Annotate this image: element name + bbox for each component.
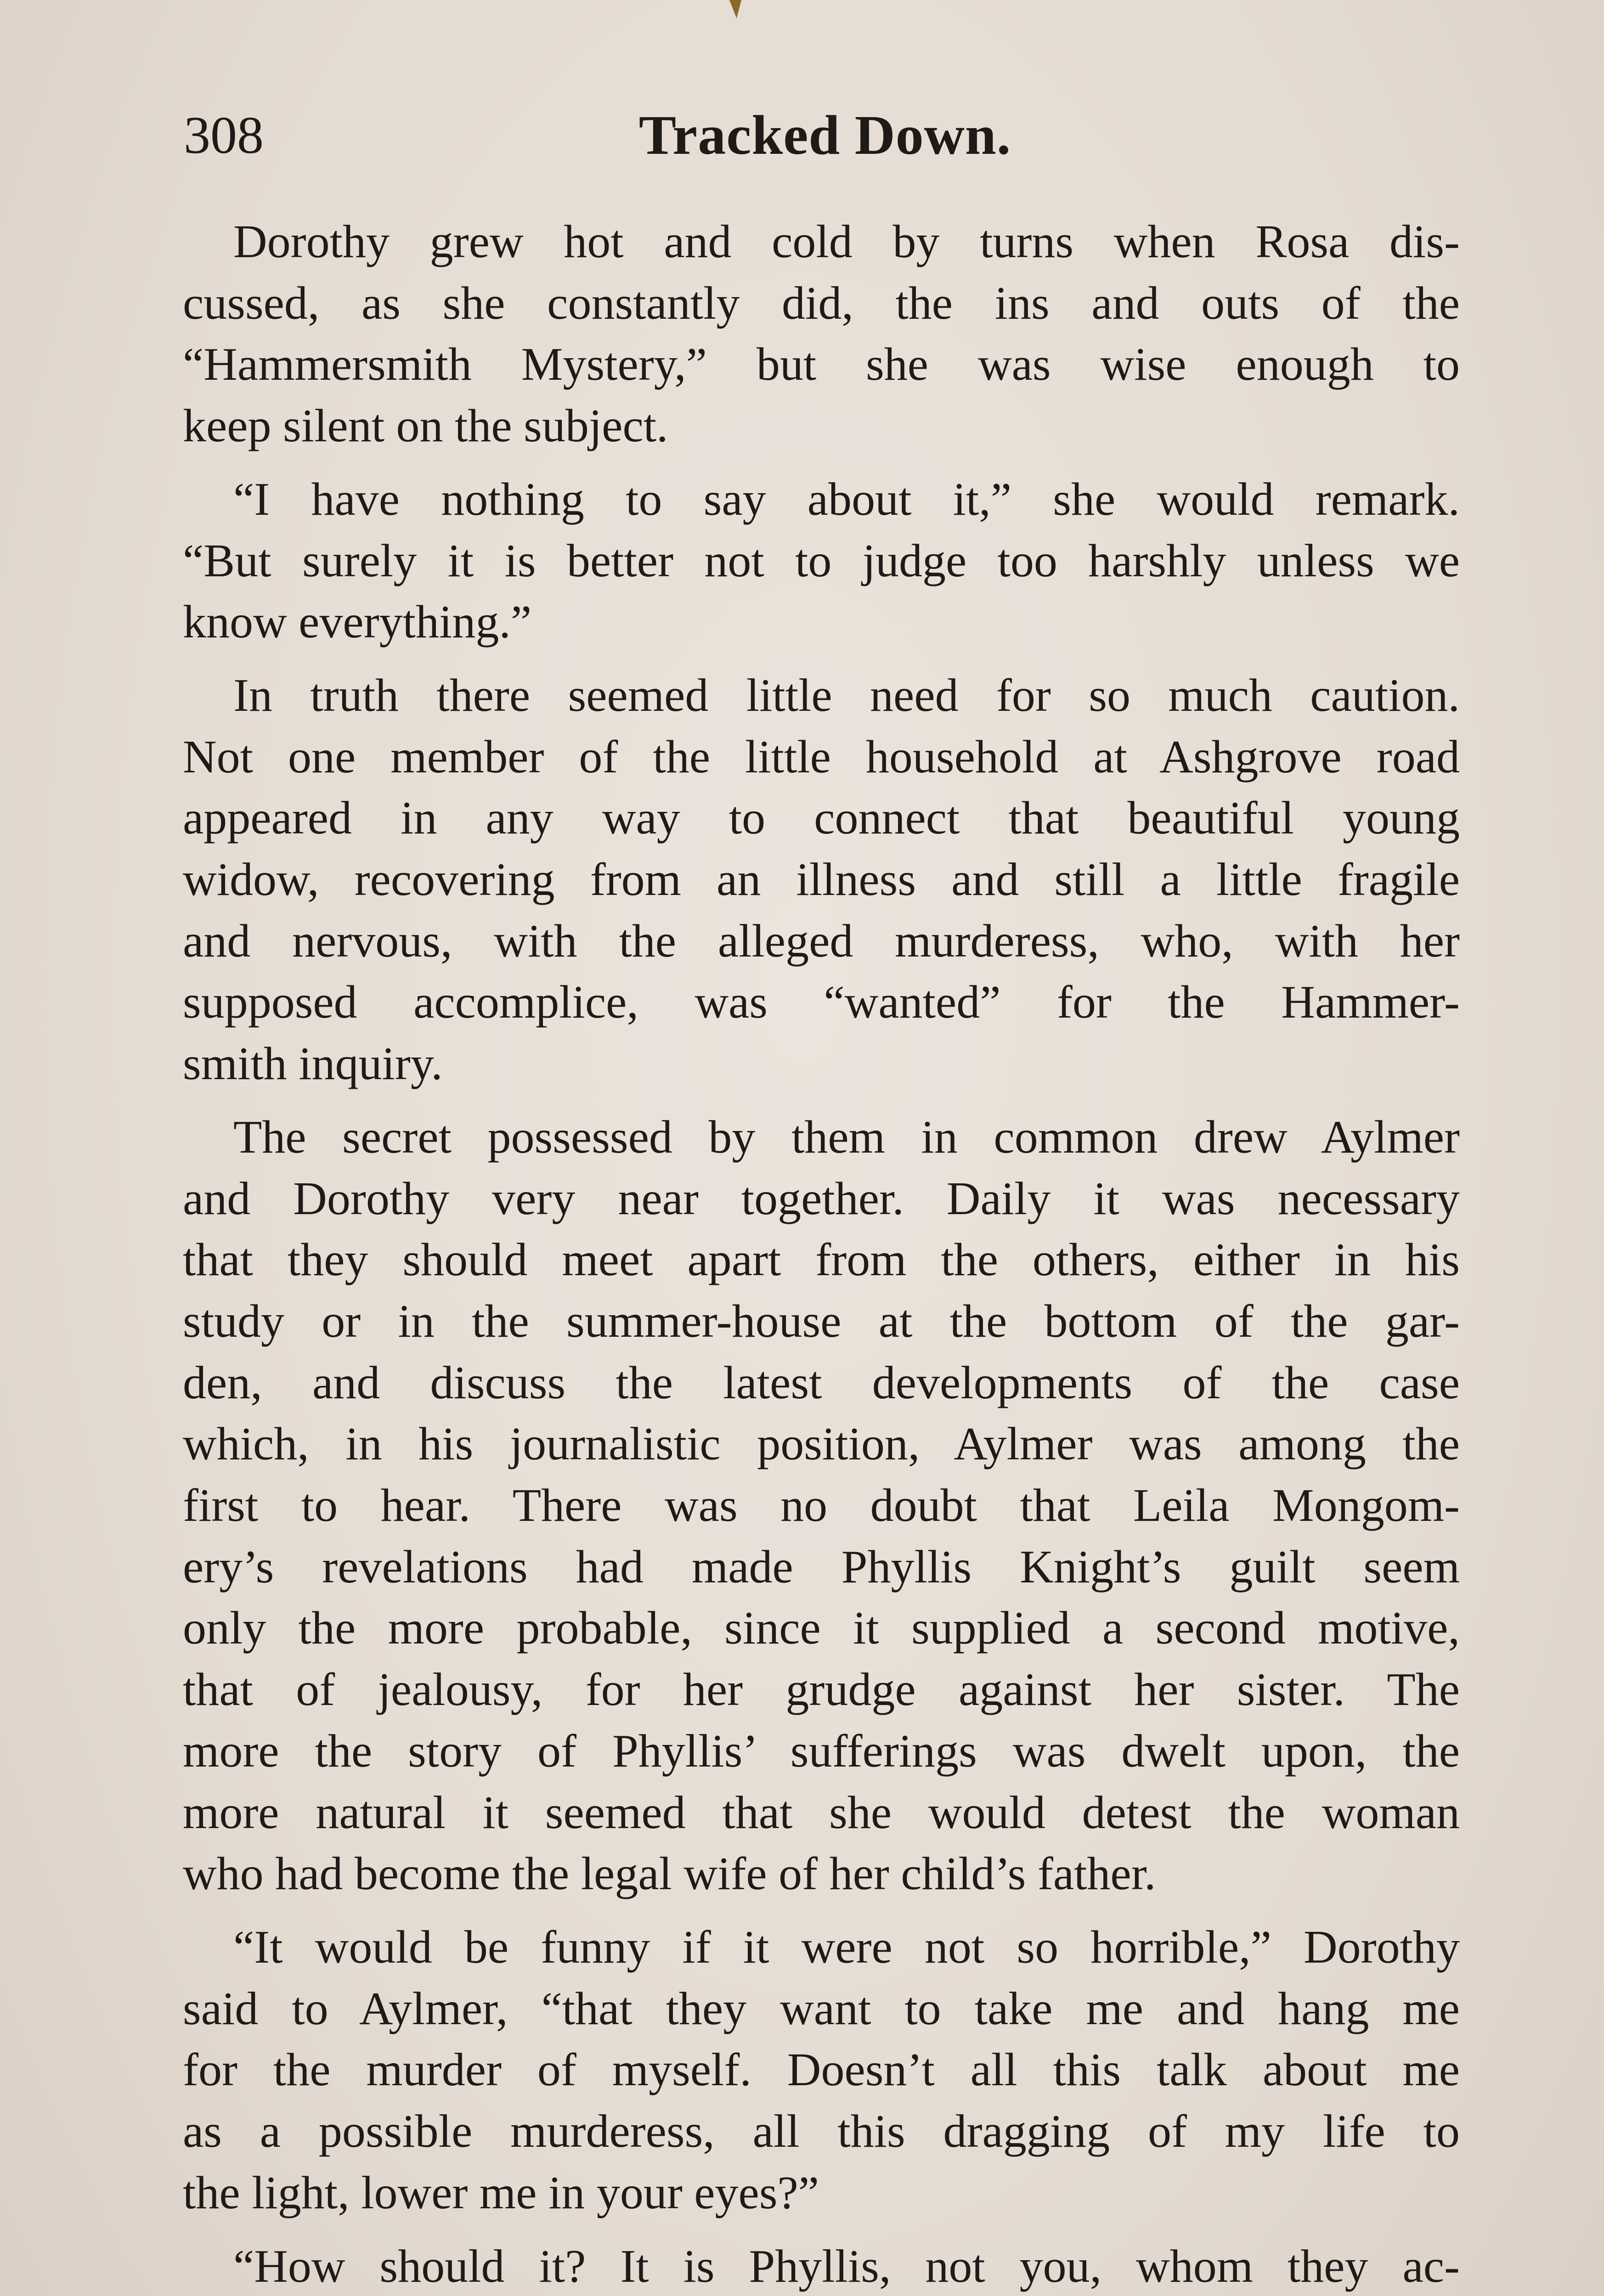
text-line: that they should meet apart from the others, either in his: [183, 1234, 1460, 1286]
text-line: cussed, as she constantly did, the ins and outs of the: [183, 277, 1460, 329]
text-line: as a possible murderess, all this dragging of my life to: [183, 2105, 1460, 2158]
text-line: for the murder of myself. Doesn’t all this talk about me: [183, 2044, 1460, 2096]
paragraph: [183, 2236, 1460, 2296]
running-title: Tracked Down.: [638, 104, 1011, 166]
text-line: more the story of Phyllis’ sufferings was dwelt upon, the: [183, 1725, 1460, 1777]
paragraph: [183, 1107, 1460, 1905]
page-top-mark: [729, 0, 741, 18]
text-line: Not one member of the little household at Ashgrove road: [183, 731, 1460, 783]
paragraph: [183, 1917, 1460, 2224]
paragraph: [183, 665, 1460, 1095]
text-line: smith inquiry.: [183, 1038, 443, 1090]
text-line: widow, recovering from an illness and still a little fragile: [183, 854, 1460, 906]
running-head: [184, 99, 1466, 172]
text-line: first to hear. There was no doubt that Leila Mongom-: [183, 1480, 1460, 1532]
text-line: that of jealousy, for her grudge against her sister. The: [183, 1664, 1460, 1716]
paragraph: [183, 211, 1460, 457]
text-line: more natural it seemed that she would detest the woman: [183, 1786, 1460, 1839]
text-line: who had become the legal wife of her child’s father.: [183, 1848, 1156, 1900]
text-line: “How should it? It is Phyllis, not you, whom they ac-: [233, 2240, 1460, 2292]
text-line: which, in his journalistic position, Aylmer was among the: [183, 1418, 1460, 1470]
text-line: know everything.”: [183, 596, 532, 648]
text-line: “I have nothing to say about it,” she would remark.: [233, 473, 1460, 525]
text-line: keep silent on the subject.: [183, 400, 668, 452]
text-line: “It would be funny if it were not so horrible,” Dorothy: [233, 1921, 1460, 1973]
text-line: and Dorothy very near together. Daily it was necessary: [183, 1172, 1460, 1225]
text-line: said to Aylmer, “that they want to take me and hang me: [183, 1982, 1460, 2035]
text-line: study or in the summer-house at the bottom of the gar-: [183, 1295, 1460, 1347]
text-line: the light, lower me in your eyes?”: [183, 2167, 819, 2219]
text-line: The secret possessed by them in common drew Aylmer: [233, 1111, 1460, 1163]
text-line: appeared in any way to connect that beautiful young: [183, 792, 1460, 844]
paragraph: [183, 469, 1460, 653]
text-line: “Hammersmith Mystery,” but she was wise enough to: [183, 338, 1460, 391]
text-line: only the more probable, since it supplied a second motive,: [183, 1602, 1460, 1654]
text-line: “But surely it is better not to judge too harshly unless we: [183, 535, 1460, 587]
body-text: [183, 211, 1460, 2296]
page-number: 308: [184, 106, 264, 165]
text-line: supposed accomplice, was “wanted” for the Hammer-: [183, 976, 1460, 1029]
text-line: den, and discuss the latest developments of the case: [183, 1356, 1460, 1409]
text-line: and nervous, with the alleged murderess, who, with her: [183, 915, 1460, 967]
text-line: In truth there seemed little need for so much caution.: [233, 669, 1460, 721]
text-line: ery’s revelations had made Phyllis Knight’s guilt seem: [183, 1541, 1460, 1593]
text-line: Dorothy grew hot and cold by turns when Rosa dis-: [233, 216, 1460, 268]
